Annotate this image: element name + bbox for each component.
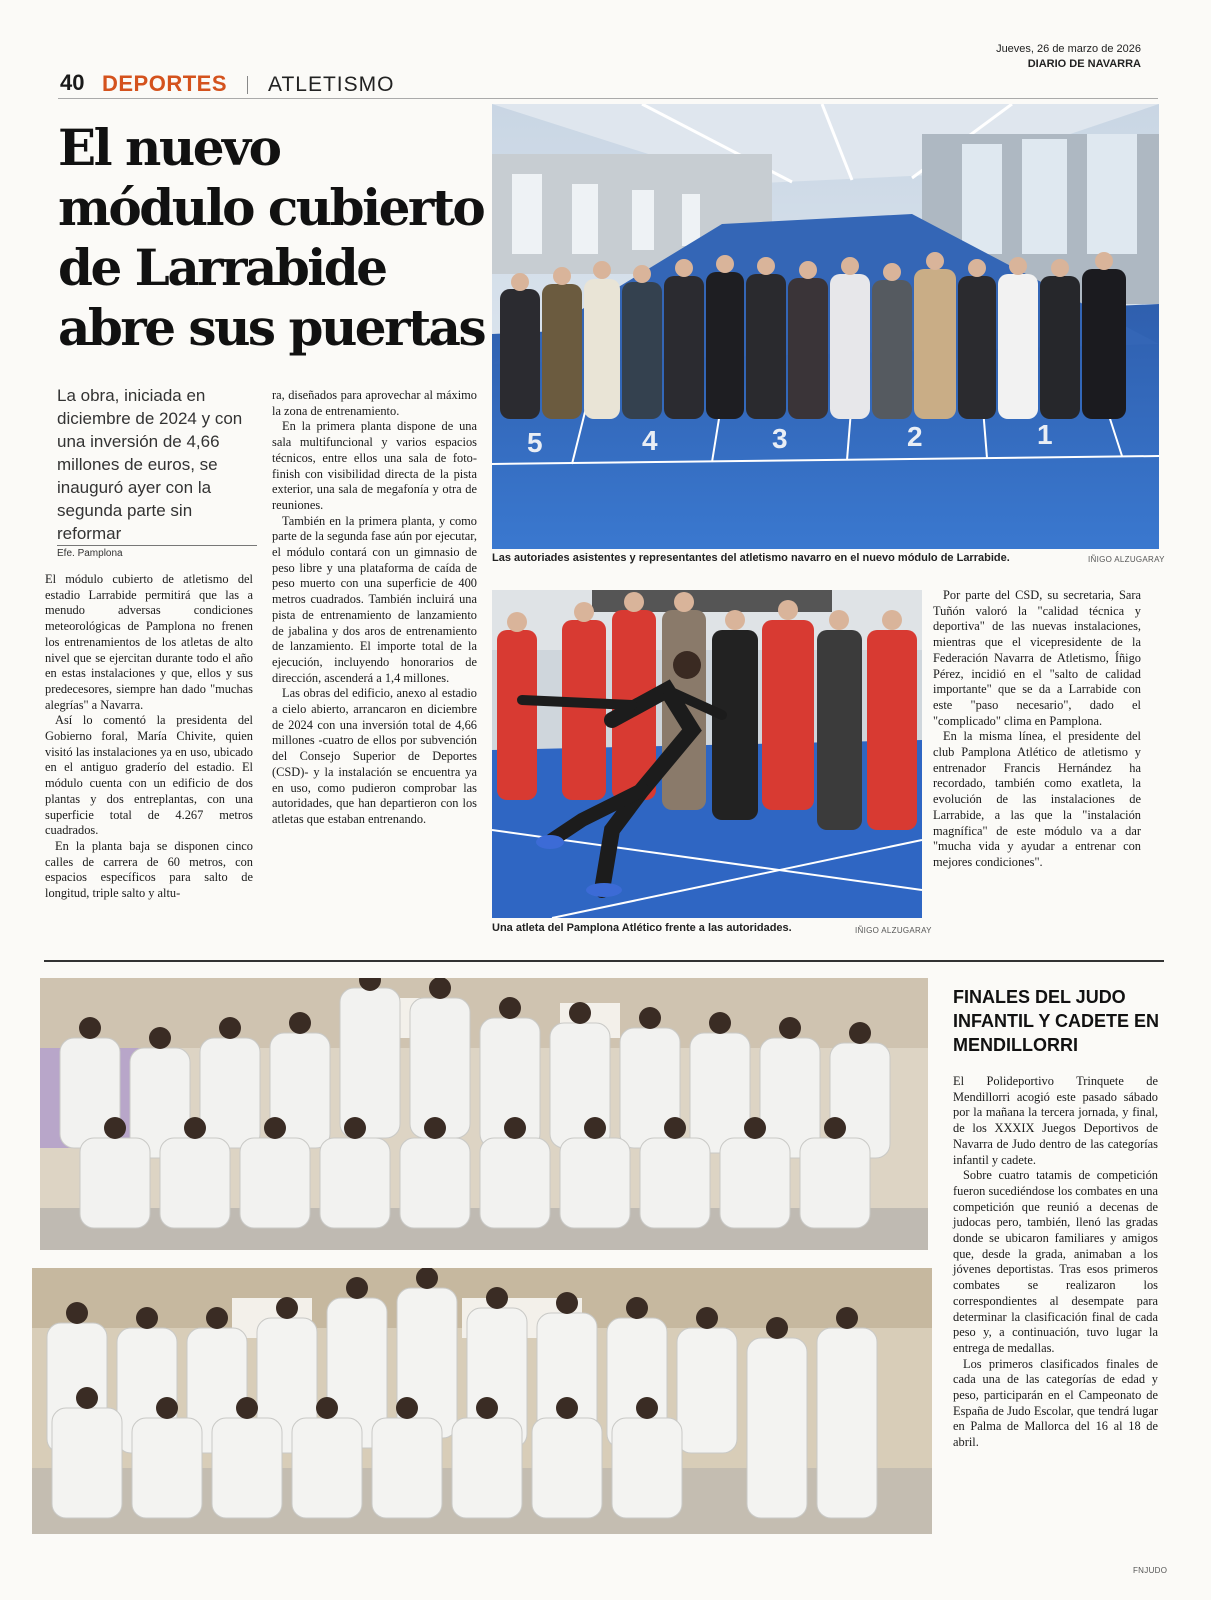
photo-judo-group-2 [32,1268,932,1534]
article-headline: El nuevo módulo cubierto de Larrabide abre sus puertas [58,118,485,357]
dateline [996,42,1141,72]
photo-indoor-track-group [492,104,1159,549]
article-column-1 [45,572,253,902]
photo-1-credit: IÑIGO ALZUGARAY [1088,555,1165,564]
article-column-2 [272,388,477,828]
lane-number: 3 [772,423,788,454]
photo-1-caption: Las autoriades asistentes y representantes del atletismo navarro en el nuevo módulo de Larrabide. [492,552,1010,564]
judo-group-illustration [40,978,928,1250]
photo-2-caption: Una atleta del Pamplona Atlético frente a las autoridades. [492,922,792,934]
paragraph: También en la primera planta, y como parte de la segunda fase aún por ejecutar, el módulo contará con un gimnasio de peso libre y una plataforma de caída de peso muerto con una superficie de 400 metros cuadrados. También incluirá una pista de entrenamiento de lanzamiento de jabalina y dos aros de entrenamiento de lanzamiento. El importe total de la ejecución, incluyendo honorarios de dirección, ascenderá a 1,4 millones. [272,513,477,685]
paragraph: El módulo cubierto de atletismo del estadio Larrabide permitirá que las a menudo adversas condiciones meteorológicas de Pamplona no frenen los entrenamientos de los atletas de alto nivel que se ejercitan durante todo el año en estas instalaciones y que, ellos y sus predecesores, siempre han dado "muchas alegrías" a Navarra. [45,572,253,712]
paragraph: Por parte del CSD, su secretaria, Sara Tuñón valoró la "calidad técnica y deportiva" de las nuevas instalaciones, mientras que el vicepresidente de la Federación Navarra de Atletismo, Íñigo Pérez, incidió en el "salto de calidad importante" que se da a Larrabide con este "paso necesario", dado el "complicado" clima en Pamplona. [933,588,1141,728]
section-divider [44,960,1164,962]
judo-headline: FINALES DEL JUDO INFANTIL Y CADETE EN MENDILLORRI [953,987,1160,1055]
header-rule [58,98,1158,99]
photo-athlete-authorities [492,590,922,918]
paragraph: Así lo comentó la presidenta del Gobierno foral, María Chivite, quien visitó las instalaciones ya en uso, ubicado en el antiguo graderío del estadio. El módulo cuenta con un edificio de dos plantas y dos entreplantas, con una superficie total de 4.267 metros cuadrados. [45,713,253,838]
article-byline: Efe. Pamplona [57,548,123,559]
judo-group-illustration [32,1268,932,1534]
byline-rule [57,545,257,546]
lane-number: 5 [527,427,543,458]
group-of-people [492,252,1159,419]
paragraph: En la planta baja se disponen cinco calles de carrera de 60 metros, con espacios específicos para salto de longitud, triple salto y altu- [45,838,253,901]
section-title: DEPORTES [102,71,228,96]
athlete-illustration [492,590,922,918]
lane-number: 2 [907,421,923,452]
header-separator [247,76,248,94]
lane-number: 1 [1037,419,1053,450]
article-column-3 [933,588,1141,871]
issue-date: Jueves, 26 de marzo de 2026 [996,43,1141,55]
judo-column [953,1074,1158,1451]
paragraph: En la primera planta dispone de una sala multifuncional y varios espacios técnicos, entre ellos una sala de foto-finish con visibilidad directa de la pista exterior, una sala de megafonía y otra de reuniones. [272,419,477,512]
indoor-track-illustration [492,104,1159,549]
paragraph: El Polideportivo Trinquete de Mendillorri acogió este pasado sábado por la mañana la tercera jornada, y final, de los XXXIX Juegos Deportivos de Navarra de Judo dentro de las categorías infantil y cadete. [953,1074,1158,1167]
subsection-title: ATLETISMO [268,73,395,96]
paragraph: ra, diseñados para aprovechar al máximo la zona de entrenamiento. [272,388,477,418]
lane-number: 4 [642,425,658,456]
publication-name: DIARIO DE NAVARRA [1027,58,1141,70]
photo-2-credit: IÑIGO ALZUGARAY [855,926,932,935]
article-standfirst: La obra, iniciada en diciembre de 2024 y con una inversión de 4,66 millones de euros, se inauguró ayer con la segunda parte sin reformar [57,386,243,543]
paragraph: Los primeros clasificados finales de cada una de las categorías de edad y peso, participarán en el Campeonato de España de Judo Escolar, que tendrá lugar en Palma de Mallorca del 16 al 18 de abril. [953,1356,1158,1450]
paragraph: En la misma línea, el presidente del club Pamplona Atlético de atletismo y entrenador Francis Hernández ha recordado, también como exatleta, la evolución de las instalaciones de Larrabide, a las que la "instalación magnífica" de este módulo va a dar "mucha vida y ayudar a entrenar con mejores condiciones". [933,729,1141,869]
page-number: 40 [60,70,85,95]
photo-judo-group-1 [40,978,928,1250]
paragraph: Las obras del edificio, anexo al estadio a cielo abierto, arrancaron en diciembre de 2024 con una inversión total de 4,66 millones -cuatro de ellos por subvención del Consejo Superior de Deportes (CSD)- y la instalación se encuentra ya en uso, como pudieron comprobar las autoridades, que han departieron con los atletas que estaban entrenando. [272,686,477,826]
judo-credit: FNJUDO [1133,1566,1168,1575]
paragraph: Sobre cuatro tatamis de competición fueron sucediéndose los combates en una competición que reunió a decenas de judocas pero, también, llenó las gradas donde se ubicaron familiares y amigos que, desde la grada, animaban a los jóvenes deportistas. Tras esos primeros combates se realizaron los correspondientes al desempate para determinar la clasificación final de cada peso y, a continuación, tuvo lugar la entrega de medallas. [953,1168,1158,1355]
